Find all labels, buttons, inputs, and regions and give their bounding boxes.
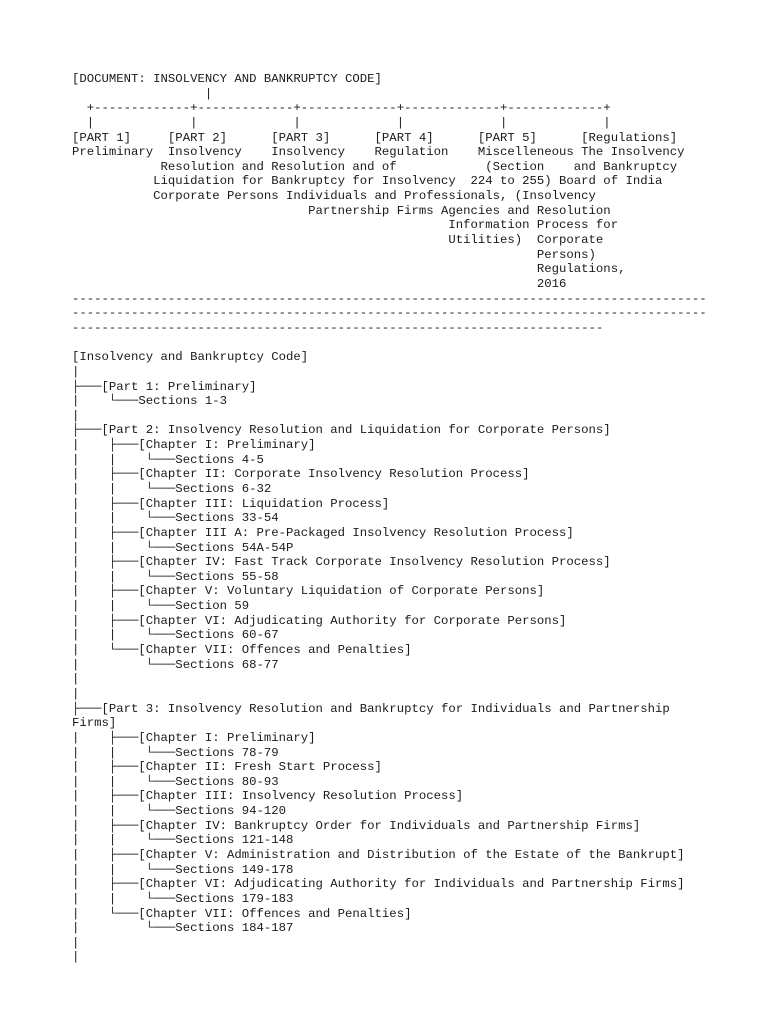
- tree-line: |: [72, 672, 80, 687]
- tree-line: | └───Sections 184-187: [72, 921, 294, 936]
- tree-line: |: [72, 408, 80, 423]
- document-body: [72, 72, 712, 965]
- tree-line: | ├───[Chapter VI: Adjudicating Authority for Corporate Persons]: [72, 613, 567, 628]
- tree-line: | | └───Sections 6-32: [72, 481, 272, 496]
- parts-diagram: [72, 87, 712, 292]
- separator-line: ----------------------------------------------------------------------------------------------------------------------------------------------------------------------------------------------------------------------------------------------------: [72, 291, 707, 335]
- tree-line: ├───[Part 1: Preliminary]: [72, 379, 257, 394]
- diagram-line: Information Process for: [72, 218, 619, 233]
- tree-line: | | └───Sections 179-183: [72, 891, 294, 906]
- diagram-line: Partnership Firms Agencies and Resolution: [72, 203, 611, 218]
- tree-line: | ├───[Chapter V: Voluntary Liquidation of Corporate Persons]: [72, 584, 545, 599]
- tree-line: | ├───[Chapter III: Liquidation Process]: [72, 496, 390, 511]
- diagram-line: | | | | | |: [72, 115, 611, 130]
- tree-line: | └───Sections 68-77: [72, 657, 279, 672]
- diagram-line: Preliminary Insolvency Insolvency Regulation Miscelleneous The Insolvency: [72, 145, 685, 160]
- diagram-line: +-------------+-------------+-------------+-------------+-------------+: [72, 101, 611, 116]
- tree-line: | ├───[Chapter II: Fresh Start Process]: [72, 760, 382, 775]
- tree-line: | | └───Section 59: [72, 599, 250, 614]
- tree-line: | └───[Chapter VII: Offences and Penalties]: [72, 643, 412, 658]
- diagram-line: Liquidation for Bankruptcy for Insolvency 224 to 255) Board of India: [72, 174, 663, 189]
- code-structure-tree: [72, 365, 712, 965]
- tree-line: | | └───Sections 149-178: [72, 862, 294, 877]
- tree-line: | | └───Sections 80-93: [72, 774, 279, 789]
- tree-line: | | └───Sections 54A-54P: [72, 540, 294, 555]
- tree-line: | | └───Sections 33-54: [72, 511, 279, 526]
- blank-line: [72, 336, 712, 351]
- diagram-line: Corporate Persons Individuals and Professionals, (Insolvency: [72, 189, 596, 204]
- tree-line: Firms]: [72, 716, 117, 731]
- tree-line: | ├───[Chapter IV: Fast Track Corporate Insolvency Resolution Process]: [72, 555, 611, 570]
- diagram-line: Utilities) Corporate: [72, 233, 604, 248]
- tree-line: | | └───Sections 94-120: [72, 804, 287, 819]
- tree-line: |: [72, 935, 80, 950]
- tree-line: ├───[Part 2: Insolvency Resolution and Liquidation for Corporate Persons]: [72, 423, 611, 438]
- tree-line: | ├───[Chapter I: Preliminary]: [72, 730, 316, 745]
- diagram-line: Regulations,: [72, 262, 626, 277]
- tree-line: | | └───Sections 121-148: [72, 833, 294, 848]
- tree-line: | ├───[Chapter I: Preliminary]: [72, 438, 316, 453]
- tree-line: | | └───Sections 4-5: [72, 452, 264, 467]
- tree-line: |: [72, 686, 80, 701]
- tree-line: | | └───Sections 60-67: [72, 628, 279, 643]
- tree-line: | ├───[Chapter IV: Bankruptcy Order for Individuals and Partnership Firms]: [72, 818, 641, 833]
- tree-line: | | └───Sections 78-79: [72, 745, 279, 760]
- diagram-line: 2016: [72, 276, 567, 291]
- tree-title: [Insolvency and Bankruptcy Code]: [72, 350, 309, 365]
- tree-line: | ├───[Chapter V: Administration and Distribution of the Estate of the Bankrupt]: [72, 848, 685, 862]
- tree-line: |: [72, 950, 80, 965]
- tree-line: | └───Sections 1-3: [72, 394, 227, 409]
- diagram-line: |: [72, 86, 213, 101]
- tree-line: | ├───[Chapter III: Insolvency Resolution Process]: [72, 789, 464, 804]
- diagram-line: [PART 1] [PART 2] [PART 3] [PART 4] [PART 5] [Regulations]: [72, 130, 678, 145]
- diagram-line: Persons): [72, 247, 596, 262]
- diagram-line: Resolution and Resolution and of (Section and Bankruptcy: [72, 159, 678, 174]
- tree-line: | | └───Sections 55-58: [72, 569, 279, 584]
- document-header-title: [DOCUMENT: INSOLVENCY AND BANKRUPTCY CODE]: [72, 72, 382, 86]
- tree-line: | ├───[Chapter III A: Pre-Packaged Insolvency Resolution Process]: [72, 525, 574, 540]
- tree-line: ├───[Part 3: Insolvency Resolution and Bankruptcy for Individuals and Partnership: [72, 701, 670, 716]
- tree-line: | └───[Chapter VII: Offences and Penalties]: [72, 906, 412, 921]
- tree-line: | ├───[Chapter VI: Adjudicating Authority for Individuals and Partnership Firms]: [72, 877, 685, 892]
- tree-line: |: [72, 364, 80, 379]
- tree-line: | ├───[Chapter II: Corporate Insolvency Resolution Process]: [72, 467, 530, 482]
